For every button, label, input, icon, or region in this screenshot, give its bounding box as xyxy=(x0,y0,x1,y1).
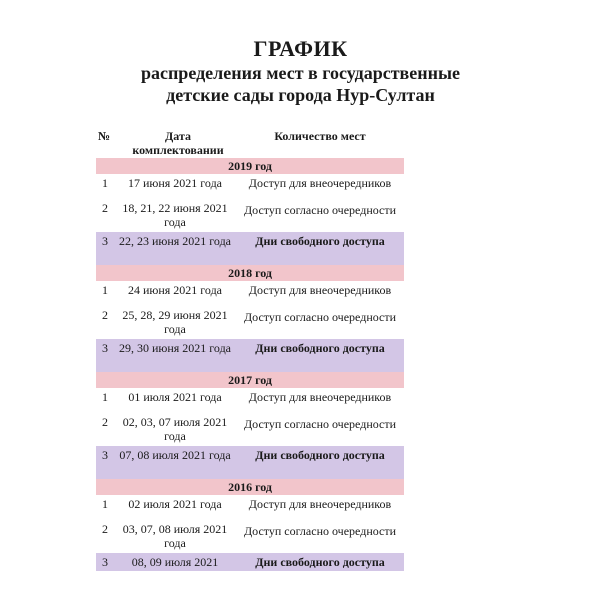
document-title xyxy=(0,36,601,106)
row-number: 3 xyxy=(102,341,108,355)
row-number: 1 xyxy=(102,390,108,404)
header-date-line2: комплектовании xyxy=(132,143,224,157)
row-date: 02 июля 2021 года xyxy=(128,497,222,511)
table-row-highlight xyxy=(96,446,404,479)
table-header xyxy=(96,126,404,158)
row-date: 08, 09 июля 2021 xyxy=(131,555,219,569)
row-access: Доступ согласно очередности xyxy=(243,203,397,217)
row-date: 18, 21, 22 июня 2021 года xyxy=(122,201,228,229)
row-number: 3 xyxy=(102,555,108,569)
table-row xyxy=(96,174,404,199)
table-row xyxy=(96,495,404,520)
table-row xyxy=(96,388,404,413)
row-date: 29, 30 июня 2021 года xyxy=(118,341,232,355)
row-number: 3 xyxy=(102,234,108,248)
row-number: 2 xyxy=(102,522,108,536)
title-heading: ГРАФИК xyxy=(253,36,348,61)
row-date: 01 июля 2021 года xyxy=(128,390,222,404)
row-number: 3 xyxy=(102,448,108,462)
row-access: Доступ согласно очередности xyxy=(243,417,397,431)
row-number: 2 xyxy=(102,415,108,429)
year-row: 2018 год xyxy=(96,265,404,281)
row-number: 2 xyxy=(102,308,108,322)
schedule-table xyxy=(96,126,404,571)
row-date: 02, 03, 07 июля 2021 года xyxy=(122,415,228,443)
row-number: 1 xyxy=(102,497,108,511)
row-date: 17 июня 2021 года xyxy=(127,176,223,190)
row-date: 24 июня 2021 года xyxy=(127,283,223,297)
row-access: Доступ для внеочередников xyxy=(248,283,392,297)
header-number: № xyxy=(98,129,111,143)
title-subtitle-line2: детские сады города Нур-Султан xyxy=(166,85,435,105)
row-date: 07, 08 июля 2021 года xyxy=(119,448,231,462)
row-access: Доступ для внеочередников xyxy=(248,497,392,511)
row-access: Доступ согласно очередности xyxy=(243,524,397,538)
row-date: 03, 07, 08 июля 2021 года xyxy=(122,522,228,550)
row-number: 1 xyxy=(102,283,108,297)
row-access: Доступ для внеочередников xyxy=(248,390,392,404)
table-row xyxy=(96,413,404,446)
table-row xyxy=(96,199,404,232)
table-row xyxy=(96,520,404,553)
row-number: 1 xyxy=(102,176,108,190)
header-count: Количество мест xyxy=(274,129,366,143)
table-row-highlight xyxy=(96,232,404,265)
row-date: 25, 28, 29 июня 2021 года xyxy=(122,308,228,336)
year-row: 2016 год xyxy=(96,479,404,495)
year-row: 2017 год xyxy=(96,372,404,388)
row-access: Доступ для внеочередников xyxy=(248,176,392,190)
row-access: Доступ согласно очередности xyxy=(243,310,397,324)
row-number: 2 xyxy=(102,201,108,215)
row-access: Дни свободного доступа xyxy=(255,448,385,462)
year-row: 2019 год xyxy=(96,158,404,174)
table-row xyxy=(96,281,404,306)
title-subtitle-line1: распределения мест в государственные xyxy=(140,63,461,83)
row-date: 22, 23 июня 2021 года xyxy=(118,234,232,248)
header-date xyxy=(122,129,234,157)
header-date-line1: Дата xyxy=(165,129,191,143)
table-row-highlight xyxy=(96,339,404,372)
row-access: Дни свободного доступа xyxy=(255,234,385,248)
row-access: Дни свободного доступа xyxy=(255,341,385,355)
table-row-highlight xyxy=(96,553,404,571)
row-access: Дни свободного доступа xyxy=(255,555,385,569)
table-row xyxy=(96,306,404,339)
